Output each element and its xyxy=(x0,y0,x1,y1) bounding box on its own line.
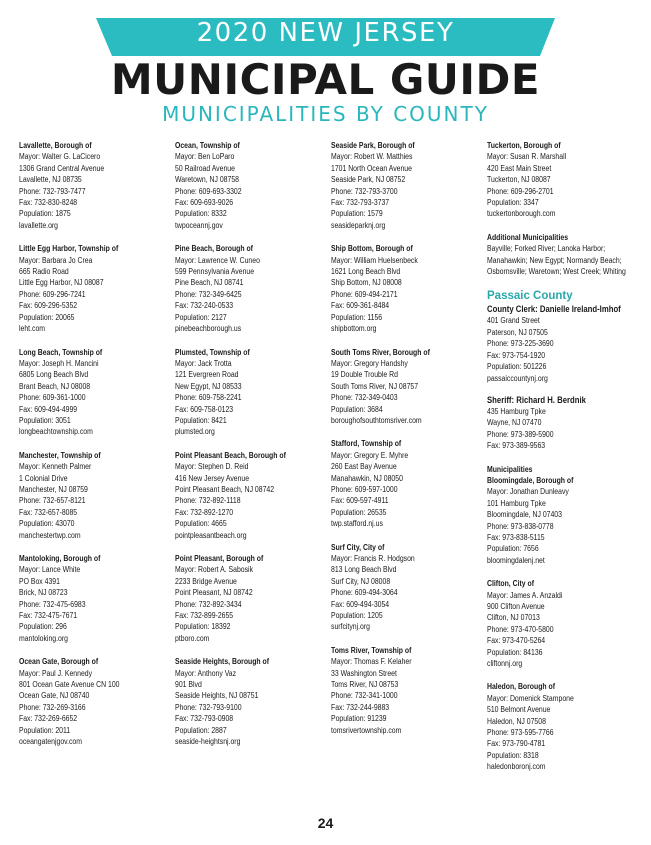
entry-detail-line: Clifton, NJ 07013 xyxy=(487,613,540,623)
entry-detail-line: Mayor: Kenneth Palmer xyxy=(19,462,92,472)
entry-detail-line: cliftonnj.org xyxy=(487,659,523,669)
entry-detail-line: Fax: 973-790-4781 xyxy=(487,739,546,749)
column-1 xyxy=(19,140,169,760)
entry-detail-line: Population: 1579 xyxy=(331,209,383,219)
entry-detail-line: 33 Washington Street xyxy=(331,668,397,678)
entry-detail-line: twp.stafford.nj.us xyxy=(331,519,383,529)
entry-detail-line: Brick, NJ 08723 xyxy=(19,588,68,598)
entry-detail-line: seaside-heightsnj.org xyxy=(175,737,241,747)
sheriff-name: Sheriff: Richard H. Berdnik xyxy=(487,394,586,405)
entry-detail-line: Phone: 732-657-8121 xyxy=(19,496,86,506)
entry-detail-line: PO Box 4391 xyxy=(19,576,60,586)
entry-detail-line: Fax: 609-494-4999 xyxy=(19,404,78,414)
entry-detail-line: Phone: 732-892-1118 xyxy=(175,496,241,506)
entry-detail-line: oceangatenjgov.com xyxy=(19,737,82,747)
entry-detail-line: Mayor: Paul J. Kennedy xyxy=(19,668,93,678)
entry-detail-line: Phone: 732-341-1000 xyxy=(331,691,398,701)
entry-detail-line: Phone: 609-758-2241 xyxy=(175,393,242,403)
entry-detail-line: haledonboronj.com xyxy=(487,762,546,772)
entry-detail-line: Fax: 609-693-9026 xyxy=(175,198,234,208)
entry-detail-line: 1621 Long Beach Blvd xyxy=(331,267,401,277)
entry-detail-line: Fax: 609-361-8484 xyxy=(331,301,390,311)
entry-detail-line: 665 Radio Road xyxy=(19,267,69,277)
entry-detail-line: Osbornsville; Waretown; West Creek; Whiting xyxy=(487,267,626,277)
entry-detail-line: Population: 3347 xyxy=(487,198,539,208)
detail-line: Phone: 973-225-3690 xyxy=(487,339,554,349)
entry-detail-line: Fax: 732-892-1270 xyxy=(175,507,234,517)
municipality-name: Plumsted, Township of xyxy=(175,347,250,357)
column-3 xyxy=(331,140,481,748)
entry-detail-line: Haledon, NJ 07508 xyxy=(487,716,546,726)
municipality-name: Bloomingdale, Borough of xyxy=(487,475,574,485)
entry-detail-line: Phone: 609-494-2171 xyxy=(331,289,398,299)
entry-detail-line: Mayor: Domenick Stampone xyxy=(487,693,574,703)
entry-detail-line: 6805 Long Beach Blvd xyxy=(19,370,89,380)
clerk-details xyxy=(487,315,645,383)
municipality-name: Stafford, Township of xyxy=(331,439,402,449)
entry-detail-line: Waretown, NJ 08758 xyxy=(175,175,239,185)
entry-detail-line: Fax: 732-793-0908 xyxy=(175,714,234,724)
entry-detail-line: Phone: 732-349-0403 xyxy=(331,393,398,403)
entry-detail-line: Manchester, NJ 08759 xyxy=(19,484,88,494)
municipality-entry xyxy=(175,553,325,644)
entry-detail-line: 420 East Main Street xyxy=(487,163,552,173)
entry-detail-line: Phone: 973-595-7766 xyxy=(487,728,554,738)
entry-detail-line: 416 New Jersey Avenue xyxy=(175,473,250,483)
municipality-name: Pine Beach, Borough of xyxy=(175,244,253,254)
detail-line: Fax: 973-389-9563 xyxy=(487,441,546,451)
municipality-name: Tuckerton, Borough of xyxy=(487,141,561,150)
entry-detail-line: Phone: 973-838-0778 xyxy=(487,521,554,531)
entry-detail-line: Population: 1156 xyxy=(331,312,383,322)
entry-detail-line: Phone: 609-296-7241 xyxy=(19,289,86,299)
municipality-entry xyxy=(175,347,325,438)
entry-detail-line: Fax: 609-494-3054 xyxy=(331,599,390,609)
entry-detail-line: Population: 1875 xyxy=(19,209,71,219)
entry-detail-line: Population: 3051 xyxy=(19,415,71,425)
entry-detail-line: 801 Ocean Gate Avenue CN 100 xyxy=(19,680,120,690)
entry-detail-line: New Egypt, NJ 08533 xyxy=(175,381,242,391)
detail-line: Phone: 973-389-5900 xyxy=(487,429,554,439)
detail-line: passaiccountynj.org xyxy=(487,373,548,383)
entry-detail-line: Phone: 609-494-3064 xyxy=(331,588,398,598)
municipality-name: Ship Bottom, Borough of xyxy=(331,244,413,254)
entry-detail-line: 2233 Bridge Avenue xyxy=(175,576,237,586)
municipality-name: Ocean Gate, Borough of xyxy=(19,657,99,667)
municipality-name: Additional Municipalities xyxy=(487,232,569,242)
entry-detail-line: longbeachtownship.com xyxy=(19,427,93,437)
entry-detail-line: Phone: 609-597-1000 xyxy=(331,484,398,494)
entry-detail-line: Mayor: Gregory E. Myhre xyxy=(331,450,409,460)
entry-detail-line: shipbottom.org xyxy=(331,324,377,334)
entry-detail-line: Fax: 732-240-0533 xyxy=(175,301,234,311)
entry-detail-line: surfcitynj.org xyxy=(331,622,371,632)
year-title: 2020 NEW JERSEY xyxy=(196,18,455,48)
entry-detail-line: Population: 296 xyxy=(19,622,67,632)
entry-detail-line: Mayor: Jack Trotta xyxy=(175,358,232,368)
entry-detail-line: Mayor: Thomas F. Kelaher xyxy=(331,657,412,667)
municipality-name: Little Egg Harbor, Township of xyxy=(19,244,119,254)
entry-detail-line: Seaside Heights, NJ 08751 xyxy=(175,691,259,701)
municipalities-heading: Municipalities xyxy=(487,464,533,474)
entry-detail-line: 260 East Bay Avenue xyxy=(331,462,397,472)
entry-detail-line: tuckertonborough.com xyxy=(487,209,556,219)
municipality-entry xyxy=(487,681,645,772)
detail-line: 435 Hamburg Tpke xyxy=(487,406,546,416)
municipality-name: Toms River, Township of xyxy=(331,645,412,655)
entry-detail-line: plumsted.org xyxy=(175,427,215,437)
municipality-entry xyxy=(331,347,481,427)
entry-detail-line: Phone: 973-470-5800 xyxy=(487,624,554,634)
entry-detail-line: 1701 North Ocean Avenue xyxy=(331,163,412,173)
municipality-name: Point Pleasant, Borough of xyxy=(175,554,264,563)
entry-detail-line: Mayor: Francis R. Hodgson xyxy=(331,554,415,563)
municipality-entry xyxy=(19,553,169,644)
detail-line: Wayne, NJ 07470 xyxy=(487,418,542,428)
entry-detail-line: Fax: 609-758-0123 xyxy=(175,404,234,414)
entry-detail-line: Phone: 732-269-3166 xyxy=(19,702,86,712)
entry-detail-line: Fax: 973-470-5264 xyxy=(487,636,546,646)
entry-detail-line: lavallette.org xyxy=(19,220,59,230)
entry-detail-line: Mayor: Gregory Handshy xyxy=(331,358,408,368)
municipality-name: Seaside Heights, Borough of xyxy=(175,657,270,667)
entry-detail-line: Mayor: William Huelsenbeck xyxy=(331,255,418,265)
entry-detail-line: Population: 8421 xyxy=(175,415,227,425)
entry-detail-line: tomsrivertownship.com xyxy=(331,725,402,735)
entry-detail-line: Phone: 609-296-2701 xyxy=(487,186,554,196)
entry-detail-line: 510 Belmont Avenue xyxy=(487,705,551,715)
entry-detail-line: Population: 91239 xyxy=(331,714,387,724)
municipality-entry xyxy=(19,450,169,541)
entry-detail-line: Population: 4665 xyxy=(175,519,227,529)
municipality-name: Clifton, City of xyxy=(487,579,535,589)
municipality-entry xyxy=(175,140,325,231)
municipality-name: Seaside Park, Borough of xyxy=(331,141,415,150)
entry-detail-line: Mayor: Ben LoParo xyxy=(175,152,235,162)
entry-detail-line: Phone: 609-693-3302 xyxy=(175,186,242,196)
entry-detail-line: Population: 8318 xyxy=(487,750,539,760)
entry-detail-line: Fax: 732-475-7671 xyxy=(19,611,78,621)
entry-detail-line: Toms River, NJ 08753 xyxy=(331,680,399,690)
page-subtitle: MUNICIPALITIES BY COUNTY xyxy=(162,102,489,126)
entry-detail-line: Population: 2127 xyxy=(175,312,227,322)
entry-detail-line: Fax: 973-838-5115 xyxy=(487,532,545,542)
entry-detail-line: pinebeachborough.us xyxy=(175,324,242,334)
municipality-entry xyxy=(487,578,645,669)
entry-detail-line: 121 Evergreen Road xyxy=(175,370,239,380)
entry-detail-line: Mayor: Susan R. Marshall xyxy=(487,152,567,162)
entry-detail-line: Phone: 732-892-3434 xyxy=(175,599,242,609)
entry-detail-line: Population: 26535 xyxy=(331,507,387,517)
entry-detail-line: Mayor: James A. Anzaldi xyxy=(487,590,563,600)
entry-detail-line: Point Pleasant Beach, NJ 08742 xyxy=(175,484,275,494)
municipality-entry xyxy=(175,450,325,541)
entry-detail-line: Mayor: Anthony Vaz xyxy=(175,668,237,678)
municipality-entry xyxy=(487,475,645,566)
entry-detail-line: Mayor: Joseph H. Mancini xyxy=(19,358,99,368)
municipality-entry xyxy=(331,645,481,736)
entry-detail-line: seasideparknj.org xyxy=(331,220,386,230)
detail-line: Fax: 973-754-1920 xyxy=(487,350,546,360)
page-number: 24 xyxy=(317,815,334,831)
entry-detail-line: Mayor: Robert W. Matthies xyxy=(331,152,413,162)
entry-detail-line: leht.com xyxy=(19,324,46,334)
column-2 xyxy=(175,140,325,760)
entry-detail-line: Fax: 609-597-4911 xyxy=(331,496,389,506)
entry-detail-line: Mayor: Barbara Jo Crea xyxy=(19,255,93,265)
entry-detail-line: Phone: 609-361-1000 xyxy=(19,393,86,403)
additional-municipalities xyxy=(487,232,645,278)
municipality-entry xyxy=(487,140,645,220)
entry-detail-line: 50 Railroad Avenue xyxy=(175,163,235,173)
municipality-name: Point Pleasant Beach, Borough of xyxy=(175,450,286,460)
entry-detail-line: 599 Pennsylvania Avenue xyxy=(175,267,255,277)
entry-detail-line: Manahawkin, NJ 08050 xyxy=(331,473,403,483)
entry-detail-line: Tuckerton, NJ 08087 xyxy=(487,175,551,185)
county-clerk: County Clerk: Danielle Ireland-Imhof xyxy=(487,304,621,315)
entry-detail-line: 1306 Grand Central Avenue xyxy=(19,163,105,173)
entry-detail-line: 1 Colonial Drive xyxy=(19,473,68,483)
municipality-entry xyxy=(175,656,325,747)
entry-detail-line: Population: 2011 xyxy=(19,725,71,735)
municipality-entry xyxy=(331,438,481,529)
column-4 xyxy=(487,140,645,785)
entry-detail-line: Lavallette, NJ 08735 xyxy=(19,175,82,185)
entry-detail-line: 901 Blvd xyxy=(175,680,202,690)
sheriff-details xyxy=(487,406,645,452)
entry-detail-line: Fax: 732-793-3737 xyxy=(331,198,390,208)
entry-detail-line: Fax: 732-657-8085 xyxy=(19,507,78,517)
entry-detail-line: Population: 84136 xyxy=(487,647,543,657)
entry-detail-line: Bloomingdale, NJ 07403 xyxy=(487,510,562,520)
detail-line: Paterson, NJ 07505 xyxy=(487,327,548,337)
entry-detail-line: Population: 43070 xyxy=(19,519,75,529)
entry-detail-line: Population: 2887 xyxy=(175,725,227,735)
entry-detail-line: Brant Beach, NJ 08008 xyxy=(19,381,91,391)
entry-detail-line: Mayor: Robert A. Sabosik xyxy=(175,565,254,575)
entry-detail-line: Population: 1205 xyxy=(331,611,383,621)
municipality-entry xyxy=(331,140,481,231)
entry-detail-line: 101 Hamburg Tpke xyxy=(487,498,546,508)
entry-detail-line: Fax: 609-296-5352 xyxy=(19,301,78,311)
entry-detail-line: Population: 8332 xyxy=(175,209,227,219)
entry-detail-line: Pine Beach, NJ 08741 xyxy=(175,278,244,288)
entry-detail-line: Little Egg Harbor, NJ 08087 xyxy=(19,278,104,288)
municipality-name: South Toms River, Borough of xyxy=(331,347,430,357)
entry-detail-line: Phone: 732-793-3700 xyxy=(331,186,398,196)
detail-line: Population: 501226 xyxy=(487,362,547,372)
entry-detail-line: Mayor: Stephen D. Reid xyxy=(175,462,249,472)
entry-detail-line: Population: 18392 xyxy=(175,622,231,632)
entry-detail-line: bloomingdalenj.net xyxy=(487,555,545,565)
entry-detail-line: Mayor: Jonathan Dunleavy xyxy=(487,487,569,497)
municipality-name: Manchester, Township of xyxy=(19,450,101,460)
column-4-entries xyxy=(487,475,645,773)
municipality-entry xyxy=(19,243,169,334)
entry-detail-line: Mayor: Walter G. LaCicero xyxy=(19,152,101,162)
entry-detail-line: mantoloking.org xyxy=(19,633,68,643)
entry-detail-line: 813 Long Beach Blvd xyxy=(331,565,397,575)
municipality-entry xyxy=(331,542,481,633)
header-banner xyxy=(0,0,651,56)
municipality-entry xyxy=(19,347,169,438)
entry-detail-line: Manahawkin; New Egypt; Normandy Beach; xyxy=(487,255,622,265)
entry-detail-line: pointpleasantbeach.org xyxy=(175,530,247,540)
entry-detail-line: 900 Clifton Avenue xyxy=(487,602,545,611)
entry-detail-line: Bayville; Forked River; Lanoka Harbor; xyxy=(487,244,606,254)
entry-detail-line: Phone: 732-793-9100 xyxy=(175,702,242,712)
entry-detail-line: Seaside Park, NJ 08752 xyxy=(331,175,406,185)
entry-detail-line: Mayor: Lawrence W. Cuneo xyxy=(175,255,260,265)
municipality-entry xyxy=(175,243,325,334)
county-name: Passaic County xyxy=(487,290,573,303)
entry-detail-line: Mayor: Lance White xyxy=(19,565,81,575)
municipality-name: Mantoloking, Borough of xyxy=(19,554,101,563)
detail-line: 401 Grand Street xyxy=(487,316,540,326)
entry-detail-line: Phone: 732-793-7477 xyxy=(19,186,86,196)
entry-detail-line: Ocean Gate, NJ 08740 xyxy=(19,691,90,701)
entry-detail-line: Fax: 732-830-8248 xyxy=(19,198,78,208)
entry-detail-line: South Toms River, NJ 08757 xyxy=(331,381,419,391)
municipality-name: Ocean, Township of xyxy=(175,141,240,150)
entry-detail-line: 19 Double Trouble Rd xyxy=(331,370,398,380)
entry-detail-line: Phone: 732-475-6983 xyxy=(19,599,86,609)
entry-detail-line: Ship Bottom, NJ 08008 xyxy=(331,278,402,288)
entry-detail-line: manchestertwp.com xyxy=(19,530,81,540)
entry-detail-line: Phone: 732-349-6425 xyxy=(175,289,242,299)
municipality-name: Surf City, City of xyxy=(331,542,385,552)
entry-detail-line: Surf City, NJ 08008 xyxy=(331,576,391,586)
municipality-name: Long Beach, Township of xyxy=(19,347,103,357)
entry-detail-line: Population: 3684 xyxy=(331,404,383,414)
county-section xyxy=(487,289,645,383)
municipality-name: Lavallette, Borough of xyxy=(19,141,92,150)
municipality-entry xyxy=(19,656,169,747)
entry-detail-line: Fax: 732-899-2655 xyxy=(175,611,234,621)
entry-detail-line: Point Pleasant, NJ 08742 xyxy=(175,588,253,598)
entry-detail-line: ptboro.com xyxy=(175,633,210,643)
municipality-name: Haledon, Borough of xyxy=(487,682,556,692)
page-title: MUNICIPAL GUIDE xyxy=(110,55,541,104)
sheriff-section xyxy=(487,394,645,452)
municipality-entry xyxy=(331,243,481,334)
entry-detail-line: Population: 20065 xyxy=(19,312,75,322)
entry-detail-line: Fax: 732-244-9883 xyxy=(331,702,390,712)
entry-detail-line: Fax: 732-269-6652 xyxy=(19,714,78,724)
entry-detail-line: Population: 7656 xyxy=(487,544,539,554)
entry-detail-line: boroughofsouthtomsriver.com xyxy=(331,415,422,425)
entry-detail-line: twpoceannj.gov xyxy=(175,220,223,230)
municipality-entry xyxy=(19,140,169,231)
